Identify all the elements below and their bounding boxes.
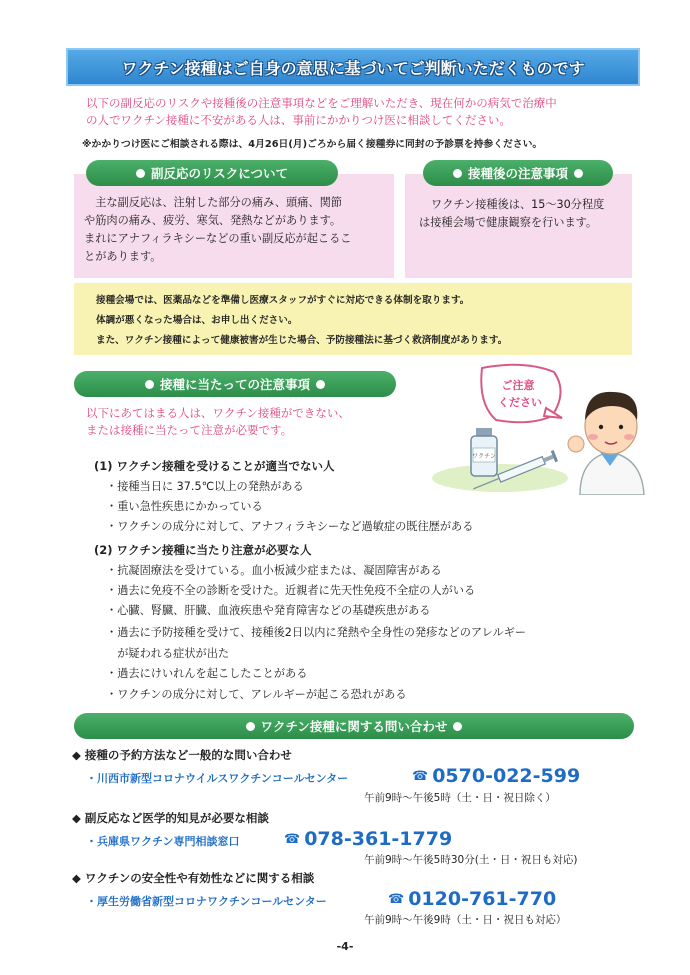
page-title: ワクチン接種はご自身の意思に基づいてご判断いただくものです <box>121 58 585 78</box>
after-box <box>405 174 632 278</box>
note-text: ※かかりつけ医にご相談される際は、4月26日(月)ごろから届く接種券に同封の予診票を持参ください。 <box>82 139 543 150</box>
group1-item: ・重い急性疾患にかかっている <box>106 500 263 513</box>
phone-number[interactable] <box>412 765 580 787</box>
group2-item: ・過去に予防接種を受けて、接種後2日以内に発熱や全身性の発疹などのアレルギー <box>106 626 527 639</box>
caution-heading <box>74 371 396 397</box>
vial-label-text: ワクチン <box>472 453 496 460</box>
after-heading <box>423 160 613 186</box>
bubble-text-2: ください <box>498 396 542 409</box>
contact-heading <box>74 713 634 739</box>
hours-text: 午前9時～午後5時（土・日・祝日除く） <box>364 792 556 804</box>
group2-item: ・過去にけいれんを起こしたことがある <box>106 667 308 680</box>
phone-icon: ☎ <box>412 768 429 784</box>
phone-icon: ☎ <box>388 891 405 907</box>
risk-line: や筋肉の痛み、疲労、寒気、発熱などがあります。 <box>84 214 342 227</box>
contact-name: ・厚生労働省新型コロナワクチンコールセンター <box>86 895 327 908</box>
intro-line: の人でワクチン接種に不安がある人は、事前にかかりつけ医に相談してください。 <box>86 113 511 127</box>
venue-notice-box <box>74 283 632 355</box>
doctor-illustration <box>430 360 660 495</box>
contact-group-title: ◆ ワクチンの安全性や有効性などに関する相談 <box>72 871 315 885</box>
group2-item: ・心臓、腎臓、肝臓、血液疾患や発育障害などの基礎疾患がある <box>106 604 431 617</box>
group1-item: ・ワクチンの成分に対して、アナフィラキシーなど過敏症の既往歴がある <box>106 520 474 533</box>
venue-line: 体調が悪くなった場合は、お申し出ください。 <box>96 315 298 326</box>
after-line: ワクチン接種後は、15～30分程度 <box>431 198 605 211</box>
group2-title: (2) ワクチン接種に当たり注意が必要な人 <box>94 543 312 557</box>
risk-line: とがあります。 <box>84 250 162 263</box>
contact-heading-label: ワクチン接種に関する問い合わせ <box>260 719 448 734</box>
after-heading-label: 接種後の注意事項 <box>467 166 568 181</box>
risk-heading <box>86 160 338 186</box>
hours-text: 午前9時～午後9時（土・日・祝日も対応） <box>364 914 567 926</box>
venue-line: 接種会場では、医薬品などを準備し医療スタッフがすぐに対応できる体制を取ります。 <box>96 295 470 306</box>
phone-number[interactable] <box>388 888 556 910</box>
bullet-dot-icon <box>316 380 325 389</box>
bullet-dot-icon <box>453 169 462 178</box>
page-number: -4- <box>336 940 354 953</box>
risk-line: まれにアナフィラキシーなどの重い副反応が起こるこ <box>84 232 352 245</box>
bullet-dot-icon <box>453 722 462 731</box>
group2-item: ・ワクチンの成分に対して、アレルギーが起こる恐れがある <box>106 688 407 701</box>
contact-name: ・川西市新型コロナウイルスワクチンコールセンター <box>86 772 349 785</box>
doctor-hand <box>568 436 584 452</box>
group2-item: ・抗凝固療法を受けている。血小板減少症または、凝固障害がある <box>106 564 442 577</box>
doctor-eye <box>619 425 623 429</box>
contact-group-title: ◆ 接種の予約方法など一般的な問い合わせ <box>72 748 292 762</box>
intro-text <box>86 95 646 129</box>
risk-line: 主な副反応は、注射した部分の痛み、頭痛、関節 <box>84 196 342 209</box>
caution-intro <box>86 405 426 439</box>
bullet-dot-icon <box>145 380 154 389</box>
caution-heading-label: 接種に当たっての注意事項 <box>159 377 310 392</box>
risk-heading-label: 副反応のリスクについて <box>150 166 288 181</box>
group1-title: (1) ワクチン接種を受けることが適当でない人 <box>94 459 335 473</box>
after-line: は接種会場で健康観察を行います。 <box>419 216 598 229</box>
title-banner <box>66 48 640 86</box>
bullet-dot-icon <box>574 169 583 178</box>
contact-name: ・兵庫県ワクチン専門相談窓口 <box>86 835 240 848</box>
caution-intro-line: 以下にあてはまる人は、ワクチン接種ができない、 <box>86 406 350 420</box>
contact-group-title: ◆ 副反応など医学的知見が必要な相談 <box>72 811 269 825</box>
doctor-cheek <box>588 434 598 440</box>
intro-line: 以下の副反応のリスクや接種後の注意事項などをご理解いただき、現在何かの病気で治療中 <box>86 96 557 110</box>
phone-number[interactable] <box>284 828 452 850</box>
group2-item: が疑われる症状が出た <box>106 647 230 660</box>
risk-box <box>74 174 394 278</box>
vial-cap <box>476 428 492 436</box>
doctor-cheek <box>624 434 634 440</box>
doctor-eye <box>599 425 603 429</box>
bullet-dot-icon <box>246 722 255 731</box>
phone-icon: ☎ <box>284 831 301 847</box>
bullet-dot-icon <box>136 169 145 178</box>
caution-intro-line: または接種に当たって注意が必要です。 <box>86 423 293 437</box>
venue-line: また、ワクチン接種によって健康被害が生じた場合、予防接種法に基づく救済制度があります。 <box>96 335 508 346</box>
phone-number-text: 0570-022-599 <box>432 765 581 787</box>
phone-number-text: 0120-761-770 <box>408 888 557 910</box>
phone-number-text: 078-361-1779 <box>304 828 453 850</box>
group2-item: ・過去に免疫不全の診断を受けた。近親者に先天性免疫不全症の人がいる <box>106 584 476 597</box>
bubble-text-1: ご注意 <box>501 379 535 392</box>
group1-item: ・接種当日に 37.5℃以上の発熱がある <box>106 480 304 493</box>
hours-text: 午前9時～午後5時30分(土・日・祝日も対応) <box>364 854 578 866</box>
